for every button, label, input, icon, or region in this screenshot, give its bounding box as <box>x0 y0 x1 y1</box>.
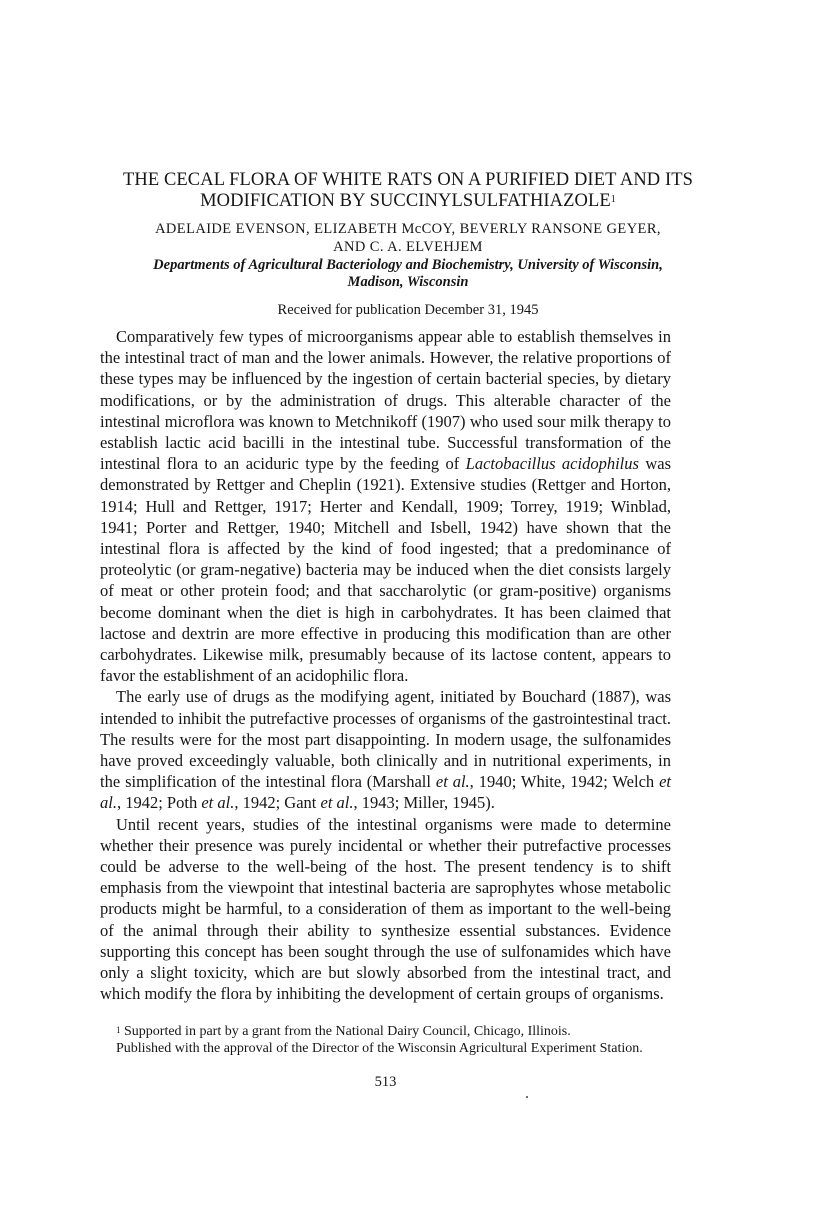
paragraph-text: Comparatively few types of microorganisms appear able to establish themselves in the intestinal tract of man and the lower animals. However, the relative proportions of these types may be influenced by the ingestion of certain bacterial species, by dietary modifications, or by the administration of drugs. This alterable character of the intestinal microflora was known to Metchnikoff (1907) who used sour milk therapy to establish lactic acid bacilli in the intestinal tube. Successful transformation of the intestinal flora to an aciduric type by the feeding of <box>100 327 671 474</box>
footnote-1 <box>100 1023 671 1040</box>
affiliation <box>100 257 716 291</box>
paragraph-text: , 1943; Miller, 1945). <box>353 793 495 813</box>
body-paragraph <box>100 326 671 686</box>
paragraph-text: was demonstrated by Rettger and Cheplin (1921). Extensive studies (Rettger and Horton, 1914; Hull and Rettger, 1917; Herter and Kendall, 1909; Torrey, 1919; Winblad, 1941; Porter and Rettger, 1940; Mitchell and Isbell, 1942) have shown that the intestinal flora is affected by the kind of food ingested; that a predominance of proteolytic (or gram-negative) bacteria may be induced when the diet consists largely of meat or other protein food; and that saccharolytic (or gram-positive) organisms become dominant when the diet is high in carbohydrates. It has been claimed that lactose and dextrin are more effective in producing this modification than are other carbohydrates. Likewise milk, presumably because of its lactose content, appears to favor the establishment of an acidophilic flora. <box>100 454 671 686</box>
authors-line-2: AND C. A. ELVEHJEM <box>333 239 483 255</box>
paragraph-text: The early use of drugs as the modifying agent, initiated by Bouchard (1887), was intended to inhibit the putrefactive processes of organisms of the gastrointestinal tract. The results were for the most part disappointing. In modern usage, the sulfonamides have proved exceedingly valuable, both clinically and in nutritional experiments, in the simplification of the intestinal flora (Marshall <box>100 687 671 792</box>
received-date: Received for publication December 31, 1945 <box>277 302 539 318</box>
print-speck <box>526 1096 528 1098</box>
title-line-1: THE CECAL FLORA OF WHITE RATS ON A PURIFIED DIET AND ITS <box>122 170 694 190</box>
body-paragraph <box>100 686 671 813</box>
footnote-2: Published with the approval of the Director of the Wisconsin Agricultural Experiment Station. <box>116 1041 643 1056</box>
footnotes <box>100 1023 671 1057</box>
authors-line-1: ADELAIDE EVENSON, ELIZABETH McCOY, BEVERLY RANSONE GEYER, <box>155 221 661 237</box>
author-list <box>100 220 716 256</box>
page-number: 513 <box>374 1074 397 1090</box>
paragraph-text: , 1940; White, 1942; Welch <box>469 772 660 792</box>
paragraph-text: , 1942; Poth <box>116 793 202 813</box>
article-body <box>100 326 671 1005</box>
title-line-2: MODIFICATION BY SUCCINYLSULFATHIAZOLE <box>200 191 611 211</box>
citation-et-al: et al. <box>435 772 470 792</box>
affiliation-line-1: Departments of Agricultural Bacteriology and Biochemistry, University of Wisconsin, <box>153 257 663 273</box>
title-footnote-marker: 1 <box>610 194 616 205</box>
affiliation-line-2: Madison, Wisconsin <box>347 274 469 290</box>
body-paragraph: Until recent years, studies of the intestinal organisms were made to determine whether their presence was purely incidental or whether their putrefactive processes could be adverse to the well-being of the host. The present tendency is to shift emphasis from the viewpoint that intestinal bacteria are saprophytes whose metabolic products might be harmful, to a consideration of them as important to the well-being of the animal through their ability to synthesize essential substances. Evidence supporting this concept has been sought through the use of sulfonamides which have only a slight toxicity, which are but slowly absorbed from the intestinal tract, and which modify the flora by inhibiting the development of certain groups of organisms. <box>100 814 671 1004</box>
citation-et-al: et al. <box>320 793 354 813</box>
species-name: Lactobacillus acidophilus <box>465 454 639 474</box>
citation-et-al: et al. <box>201 793 235 813</box>
article-title <box>100 170 716 212</box>
footnote-text: Supported in part by a grant from the National Dairy Council, Chicago, Illinois. <box>120 1024 571 1039</box>
paragraph-text: , 1942; Gant <box>234 793 321 813</box>
footnote-marker: 1 <box>116 1025 121 1035</box>
citation-et-al: et al. <box>100 772 671 813</box>
